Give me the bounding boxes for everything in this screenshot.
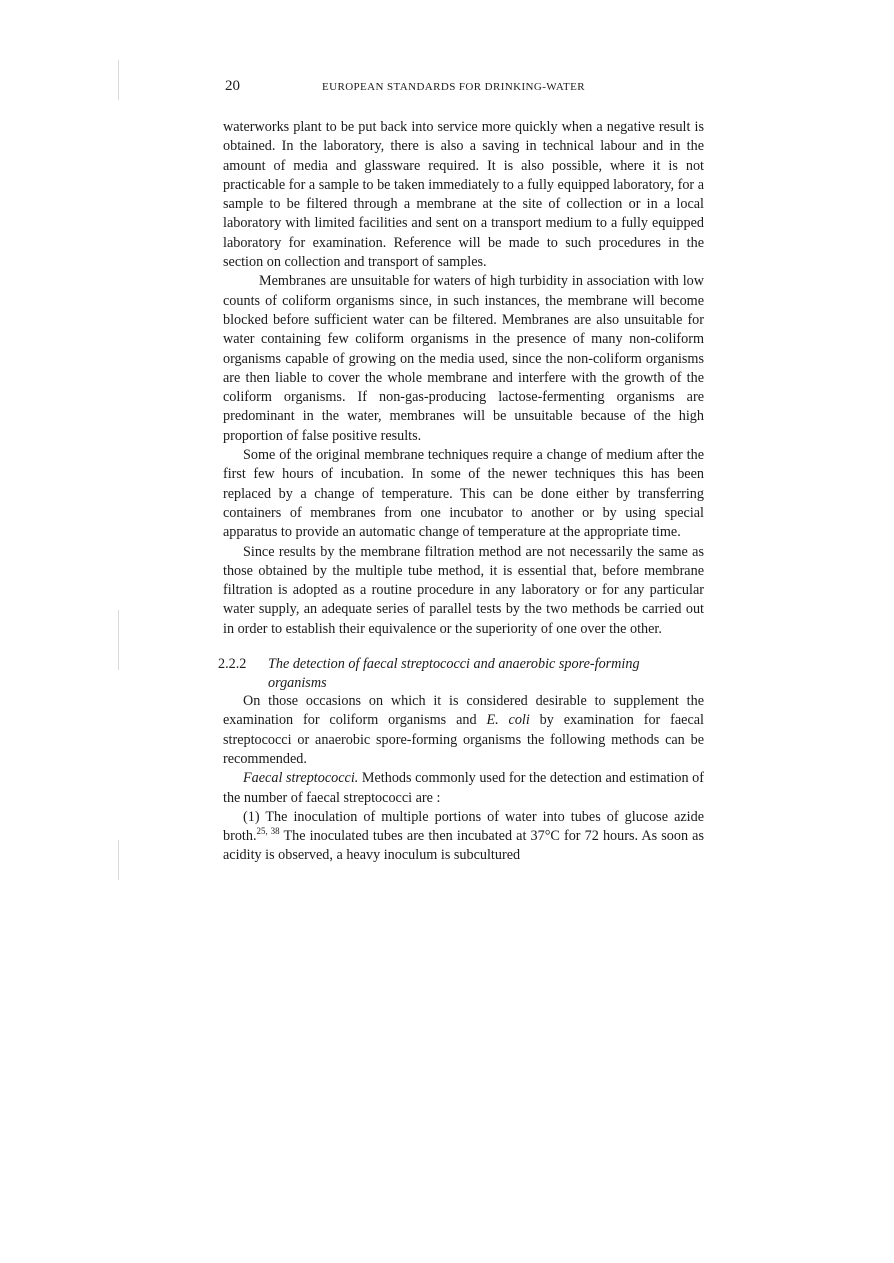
running-header (223, 78, 704, 100)
organism-name: E. coli (486, 712, 530, 729)
page-number: 20 (225, 78, 240, 94)
section-number: 2.2.2 (218, 656, 247, 673)
text-run: (1) The inoculation of multiple portions of water into tubes of glucose azide broth. (223, 808, 704, 845)
paragraph-supplement-methods (223, 692, 704, 769)
paragraph-faecal-streptococci (223, 769, 704, 808)
section-title-continuation: organisms (268, 674, 327, 691)
section-heading (218, 655, 704, 692)
paragraph-membrane-techniques: Some of the original membrane techniques require a change of medium after the first few hours of incubation. In some of the newer techniques this has been replaced by a change of temperature. This can be done either by transferring containers of membranes from one incubator to another or by using special apparatus to provide an automatic change of temperature at the appropriate time. (223, 447, 704, 541)
running-title: EUROPEAN STANDARDS FOR DRINKING-WATER (322, 81, 585, 93)
document-page (218, 78, 704, 866)
text-run: Methods commonly used for the detection and estimation of the number of faecal streptococci are : (223, 770, 704, 806)
text-run: The inoculated tubes are then incubated at 37°C for 72 hours. As soon as acidity is observed, a heavy inoculum is subcultured (223, 828, 704, 864)
paragraph-membrane-unsuitability: Membranes are unsuitable for waters of high turbidity in association with low counts of coliform organisms since, in such instances, the membrane will become blocked before sufficient water can be filtered. Membranes are also unsuitable for water containing few coliform organisms in the presence of many non-coliform organisms capable of growing on the media used, since the non-coliform organisms are then liable to cover the whole membrane and interfere with the growth of the coliform organisms. If non-gas-producing lactose-fermenting organisms are predominant in the water, membranes will be unsuitable because of the high proportion of false positive results. (223, 273, 704, 444)
section-title: The detection of faecal streptococci and anaerobic spore-forming (268, 656, 640, 673)
subsection-label: Faecal streptococci. (243, 770, 359, 787)
scan-margin-mark (118, 610, 119, 670)
paragraph-method-comparison: Since results by the membrane filtration method are not necessarily the same as those obtained by the multiple tube method, it is essential that, before membrane filtration is adopted as a routine procedure in any laboratory or for any particular water supply, an adequate series of parallel tests by the two methods be carried out in order to establish their equivalence or the superiority of one over the other. (223, 543, 704, 637)
reference-superscript: 25, 38 (256, 826, 280, 837)
paragraph-continuation: waterworks plant to be put back into service more quickly when a negative result is obtained. In the laboratory, there is also a saving in technical labour and in the amount of media and glassware required. It is also possible, where it is not practicable for a sample to be taken immediately to a fully equipped laboratory, for a sample to be filtered through a membrane at the site of collection or in a local laboratory with limited facilities and sent on a transport medium to a fully equipped laboratory for examination. Reference will be made to such procedures in the section on collection and transport of samples. (223, 119, 704, 271)
scan-margin-mark (118, 60, 119, 100)
text-run: On those occasions on which it is considered desirable to supplement the examination for coliform organisms and (223, 693, 704, 729)
scan-margin-mark (118, 840, 119, 880)
paragraph-method-1 (223, 808, 704, 866)
text-run: by examination for faecal streptococci or anaerobic spore-forming organisms the following methods can be recommended. (223, 712, 704, 767)
body-text (218, 118, 704, 866)
